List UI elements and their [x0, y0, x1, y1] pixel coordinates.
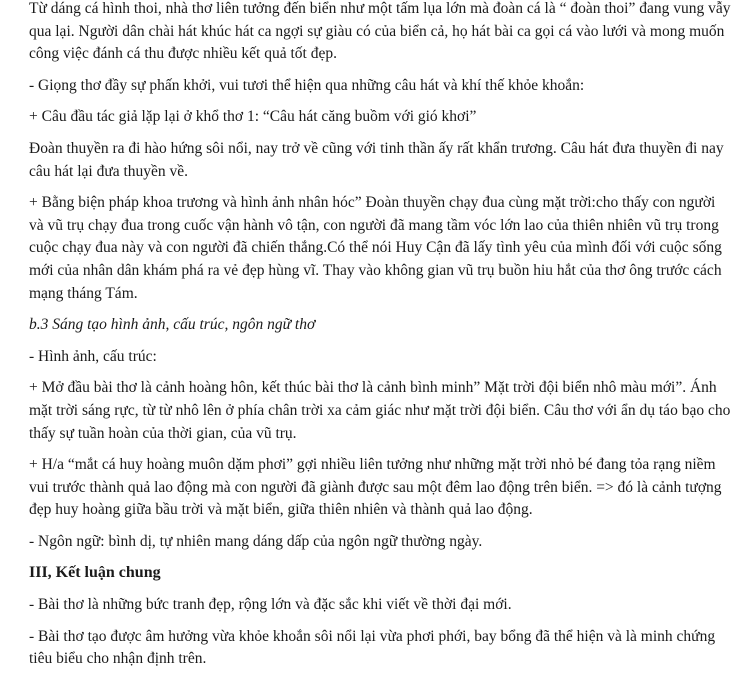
- paragraph-conclusion-2: - Bài thơ tạo được âm hưởng vừa khỏe khoắn sôi nổi lại vừa phơi phới, bay bổng đã thể hiện và là minh chứng tiêu biểu cho nhận định trên.: [29, 627, 716, 668]
- paragraph-repeated-line: + Câu đầu tác giả lặp lại ở khổ thơ 1: “Câu hát căng buồm với gió khơi”: [29, 108, 477, 126]
- paragraph-race-with-sun: + Bằng biện pháp khoa trương và hình ảnh nhân hóc” Đoàn thuyền chạy đua cùng mặt trời:cho thấy con người và vũ trụ chạy đua trong cuốc vận hành vô tận, con người đã mang tầm vóc lớn lao của thiên nhiên vũ trụ trong cuộc chạy đua này và con người đã chiến thắng.Có thể nói Huy Cận đã lấy tình yêu của mình đối với cuộc sống mới của nhân dân khám phá ra vẻ đẹp hùng vĩ. Thay vào không gian vũ trụ buồn hiu hắt của thơ ông trước cách mạng tháng Tám.: [29, 194, 722, 302]
- paragraph-images-structure: - Hình ảnh, cấu trúc:: [29, 347, 157, 365]
- paragraph-tone-intro: - Giọng thơ đầy sự phấn khởi, vui tươi thể hiện qua những câu hát và khí thế khỏe khoắn:: [29, 76, 585, 94]
- paragraph-boat-return: Đoàn thuyền ra đi hào hứng sôi nổi, nay trở về cũng với tinh thần ấy rất khẩn trương. Câu hát đưa thuyền đi nay câu hát lại đưa thuyền về.: [29, 139, 724, 180]
- paragraph-conclusion-1: - Bài thơ là những bức tranh đẹp, rộng lớn và đặc sắc khi viết về thời đại mới.: [29, 596, 512, 614]
- paragraph-shuttle-fish: Từ dáng cá hình thoi, nhà thơ liên tưởng đến biển như một tấm lụa lớn mà đoàn cá là “ đoàn thoi” đang vung vẫy qua lại. Người dân chài hát khúc hát ca ngợi sự giàu có của biển cả, họ hát bài ca gọi cá vào lưới và mong muốn công việc đánh cá thu được nhiều kết quả tốt đẹp.: [29, 0, 731, 63]
- section-heading-conclusion: III, Kết luận chung: [29, 564, 161, 582]
- paragraph-language: - Ngôn ngữ: bình dị, tự nhiên mang dáng dấp của ngôn ngữ thường ngày.: [29, 532, 483, 550]
- paragraph-sunset-sunrise: + Mở đầu bài thơ là cảnh hoàng hôn, kết thúc bài thơ là cảnh bình minh” Mặt trời đội biển nhô màu mới”. Ánh mặt trời sáng rực, từ từ nhô lên ở phía chân trời xa cảm giác như mặt trời đội biển. Câu thơ với ẩn dụ táo bạo cho thấy sự tuần hoàn của thời gian, của vũ trụ.: [29, 379, 731, 442]
- paragraph-fish-eyes: + H/a “mắt cá huy hoàng muôn dặm phơi” gợi nhiều liên tưởng như những mặt trời nhỏ bé đang tỏa rạng niềm vui trước thành quả lao động mà con người đã giành được sau một đêm lao động trên biển. => đó là cảnh tượng đẹp huy hoàng giữa bầu trời và mặt biển, giữa thiên nhiên và thành quả lao động.: [29, 456, 722, 519]
- section-heading-b3: b.3 Sáng tạo hình ảnh, cấu trúc, ngôn ngữ thơ: [29, 316, 316, 334]
